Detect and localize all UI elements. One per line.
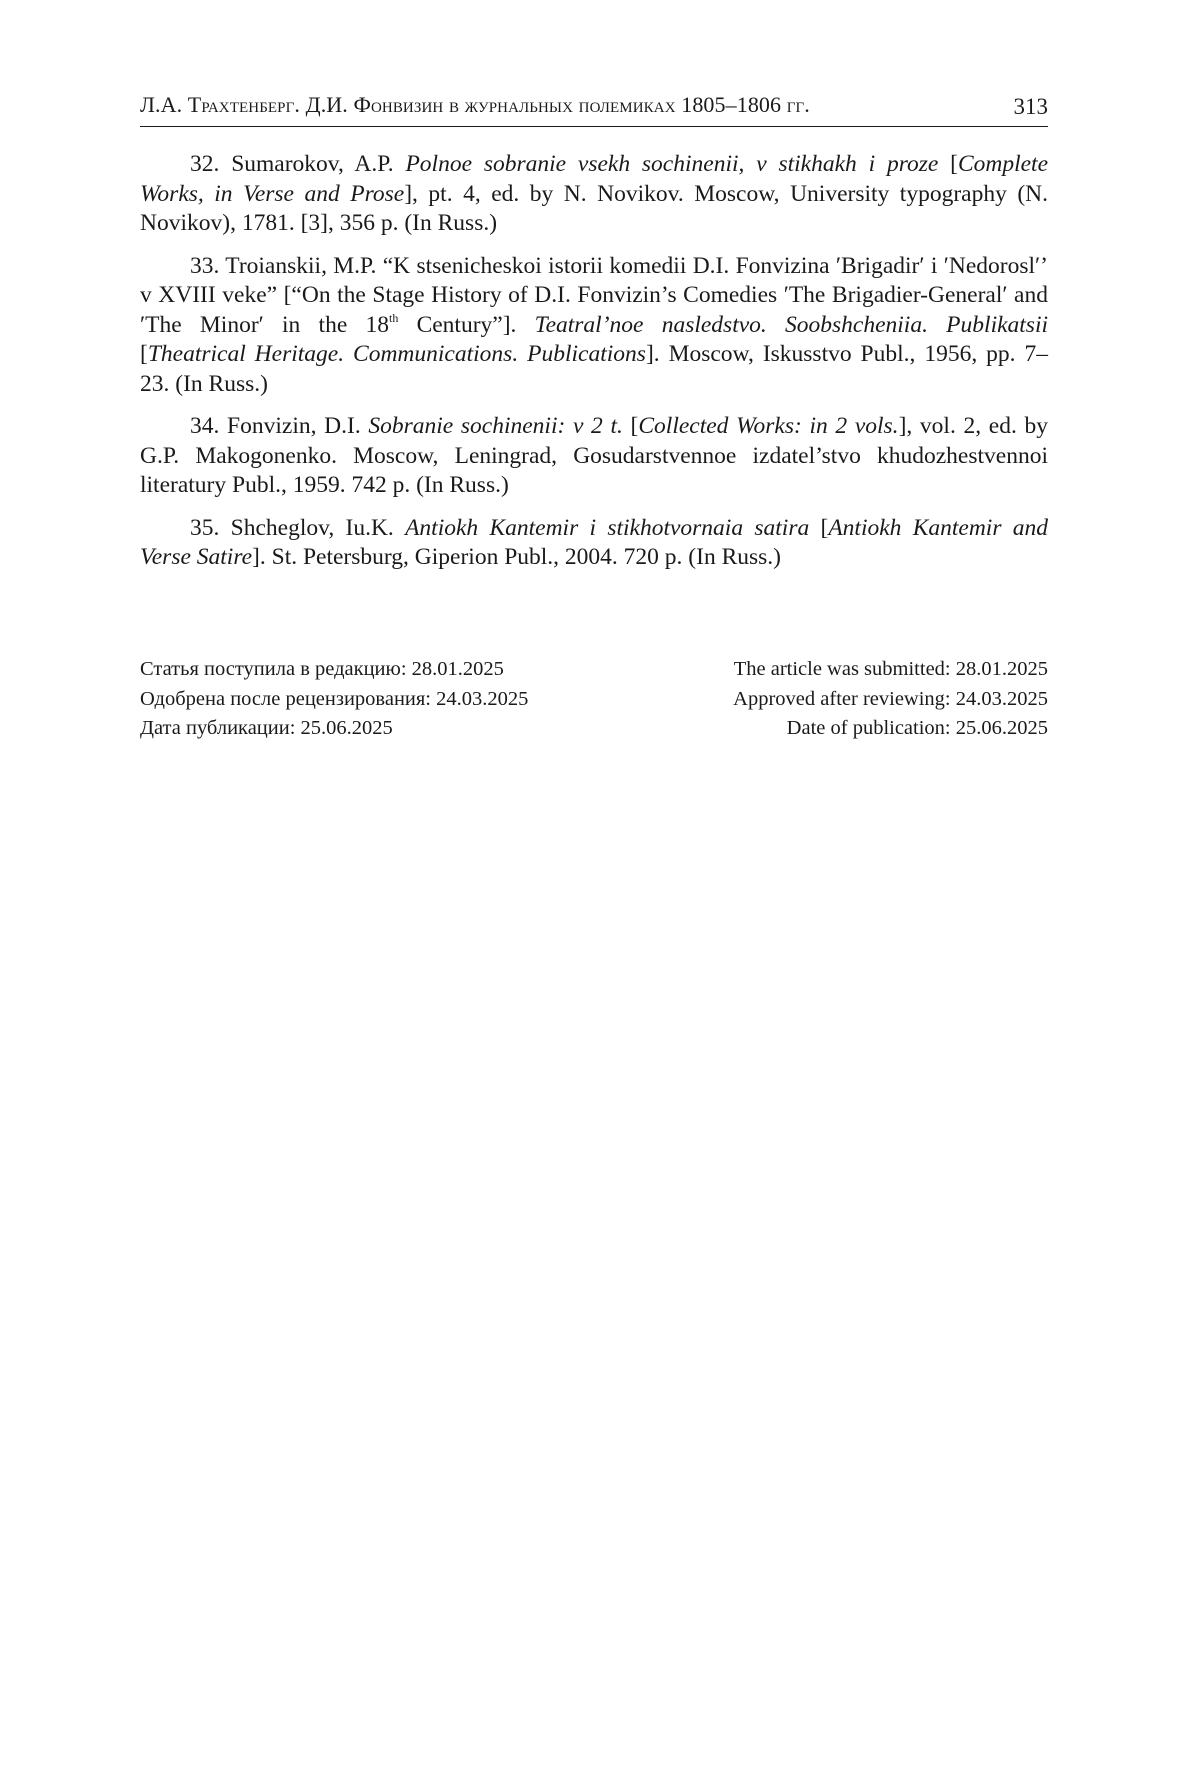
reference-text: ]. St. Petersburg, Giperion Publ., 2004. 720 p. (In Russ.) xyxy=(252,544,782,570)
reference-number: 35. xyxy=(190,514,231,541)
reference-text: [ xyxy=(938,151,958,177)
submitted-date-ru: Статья поступила в редакцию: 28.01.2025 xyxy=(140,658,504,680)
reference-list xyxy=(140,150,1048,586)
reference-title-italic: Antiokh Kantemir and Verse Satire xyxy=(140,514,1049,570)
reference-text: Shcheglov, Iu.K. xyxy=(230,514,406,541)
reference-number: 34. xyxy=(190,413,228,439)
reference-text: ]. Moscow, Iskusstvo Publ., 1956, pp. 7–23. (In Russ.) xyxy=(140,341,1048,397)
reference-item xyxy=(140,514,1048,573)
history-row-submitted xyxy=(140,655,1048,685)
reference-item xyxy=(140,150,1048,239)
reference-text: [ xyxy=(622,413,639,439)
running-head-title: Л.А. Трахтенберг. Д.И. Фонвизин в журнальных полемиках 1805–1806 гг. xyxy=(140,92,810,117)
page-number: 313 xyxy=(1013,94,1048,119)
reference-number: 33. xyxy=(190,252,226,279)
reference-title-italic: Complete Works, in Verse and Prose xyxy=(140,151,1049,207)
reference-title-italic: Sobranie sochinenii: v 2 t. xyxy=(368,413,623,439)
approved-date-ru: Одобрена после рецензирования: 24.03.2025 xyxy=(140,687,529,710)
reference-title-italic: Antiokh Kantemir i stikhotvornaia satira xyxy=(405,514,810,541)
reference-text: ], vol. 2, ed. by G.P. Makogonenko. Moscow, Leningrad, Gosudarstvennoe izdatel’stvo khudozhestvennoi literatury Publ., 1959. 742 p. (In Russ.) xyxy=(140,413,1049,498)
reference-title-italic: Teatral’noe nasledstvo. Soobshcheniia. Publikatsii xyxy=(534,311,1049,338)
history-row-published xyxy=(140,714,1048,744)
submitted-date-en: The article was submitted: 28.01.2025 xyxy=(733,658,1048,680)
reference-text: th xyxy=(389,310,399,325)
reference-text: [ xyxy=(140,341,148,367)
reference-text: [ xyxy=(809,514,829,541)
reference-item xyxy=(140,252,1048,400)
reference-text: ], pt. 4, ed. by N. Novikov. Moscow, University typography (N. Novikov), 1781. [3], 356 p. (In Russ.) xyxy=(140,180,1049,236)
reference-title-italic: Theatrical Heritage. Communications. Publications xyxy=(147,341,646,367)
history-row-approved xyxy=(140,685,1048,715)
reference-item xyxy=(140,412,1048,501)
approved-date-en: Approved after reviewing: 24.03.2025 xyxy=(733,687,1048,710)
running-head xyxy=(140,90,1048,127)
reference-text: Fonvizin, D.I. xyxy=(227,413,369,439)
reference-number: 32. xyxy=(190,151,232,177)
reference-title-italic: Collected Works: in 2 vols. xyxy=(638,413,899,439)
reference-text: Troianskii, M.P. “K stsenicheskoi istorii komedii D.I. Fonvizina ʹBrigadirʹ i ʹNedoroslʹ’ v XVIII veke” [“On the Stage History of D.I. Fonvizin’s Comedies ʹThe Brigadier-Generalʹ and ʹThe Minorʹ in the 18 xyxy=(140,252,1048,338)
reference-text: Century”]. xyxy=(398,311,535,338)
article-history xyxy=(140,655,1048,744)
publication-date-ru: Дата публикации: 25.06.2025 xyxy=(140,717,393,739)
publication-date-en: Date of publication: 25.06.2025 xyxy=(786,717,1048,739)
reference-text: Sumarokov, A.P. xyxy=(231,151,406,177)
reference-title-italic: Polnoe sobranie vsekh sochinenii, v stikhakh i proze xyxy=(405,151,939,177)
